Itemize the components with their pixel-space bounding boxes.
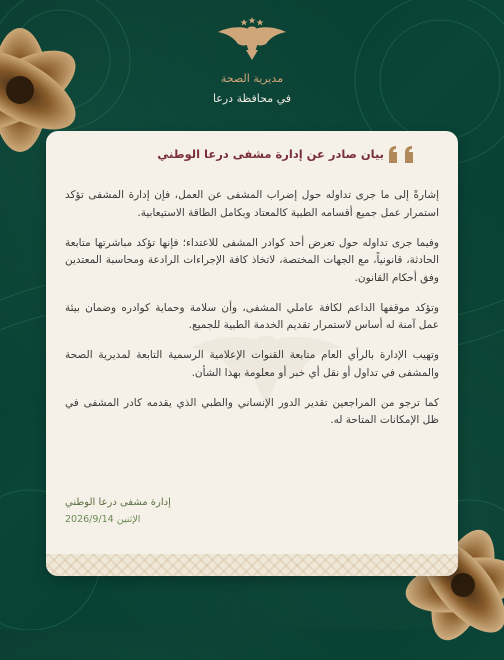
- statement-paragraph: وفيما جرى تداوله حول تعرض أحد كوادر المشفى للاعتداء؛ فإنها تؤكد مباشرتها متابعة الحادثة، قانونياً، مع الجهات المختصة، لاتخاذ كافة الإجراءات الرادعة ومحاسبة المعتدين وفق أحكام القانون.: [65, 236, 439, 284]
- statement-title: بيان صادر عن إدارة مشفى درعا الوطني: [157, 147, 384, 161]
- statement-paragraph: وتهيب الإدارة بالرأي العام متابعة القنوات الإعلامية الرسمية التابعة لمديرية الصحة والمشفى في تداول أو نقل أي خبر أو معلومة بهذا الشأن.: [65, 349, 439, 379]
- signature-date: الإثنين 2026/9/14: [65, 514, 141, 525]
- header: [0, 12, 504, 105]
- eagle-emblem-icon: [216, 16, 288, 60]
- statement-paragraph: إشارةً إلى ما جرى تداوله حول إضراب المشفى عن العمل، فإن إدارة المشفى تؤكد استمرار عمل جميع أقسامه الطبية كالمعتاد وبكامل الطاقة الاستيعابية.: [65, 189, 439, 219]
- statement-body: [65, 187, 439, 442]
- ornamental-footer-strip: [46, 554, 458, 576]
- org-name: مديرية الصحة: [220, 72, 284, 85]
- signature-name: إدارة مشفى درعا الوطني: [65, 497, 171, 508]
- statement-paragraph: وتؤكد موقفها الداعم لكافة عاملي المشفى، وأن سلامة وحماية كوادره وضمان بيئة عمل آمنة له أساس لاستمرار تقديم الخدمة الطبية للجميع.: [65, 301, 439, 331]
- quote-mark-icon: [387, 145, 421, 165]
- signature-block: [65, 497, 439, 525]
- org-region: في محافظة درعا: [212, 92, 292, 105]
- statement-card: [46, 131, 458, 576]
- statement-paragraph: كما ترجو من المراجعين تقدير الدور الإنساني والطبي الذي يقدمه كادر المشفى في ظل الإمكانات المتاحة له.: [65, 396, 439, 426]
